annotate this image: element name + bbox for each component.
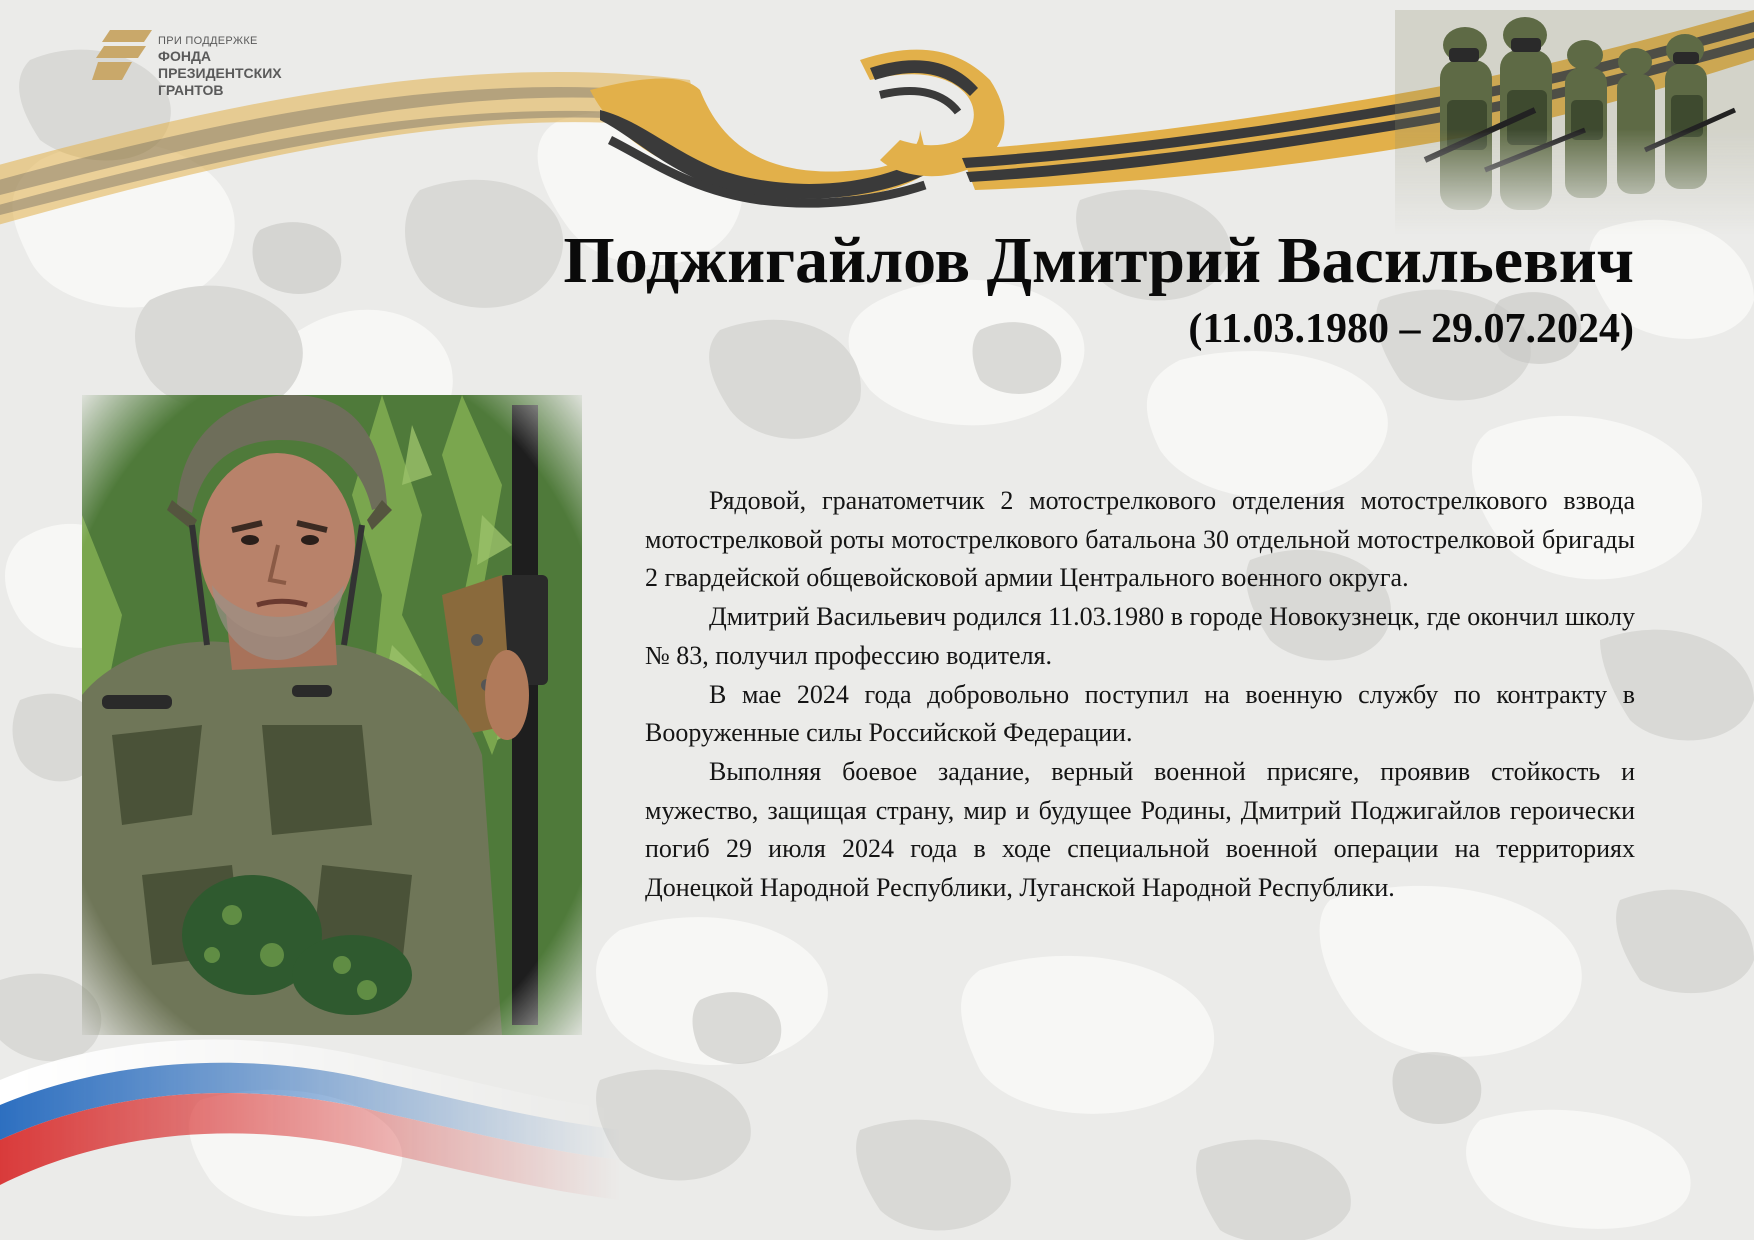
logo-text (158, 34, 282, 99)
bio-paragraph-death: Выполняя боевое задание, верный военной присяге, проявив стойкость и мужество, защищая страну, мир и будущее Родины, Дмитрий Поджигайлов героически погиб 29 июля 2024 года в ходе специальной военной операции на территориях Донецкой Народной Республики, Луганской Народной Республики. (645, 756, 1635, 903)
person-name: Поджигайлов Дмитрий Васильевич (563, 224, 1634, 297)
portrait-photo (82, 395, 582, 1035)
bio-paragraph-birth: Дмитрий Васильевич родился 11.03.1980 в городе Новокузнецк, где окончил школу № 83, получил профессию водителя. (645, 602, 1635, 670)
biography-text (645, 482, 1635, 908)
logo-line-support: ПРИ ПОДДЕРЖКЕ (158, 35, 258, 47)
bio-paragraph-rank: Рядовой, гранатометчик 2 мотострелкового отделения мотострелкового взвода мотострелковой роты мотострелкового батальона 30 отдельной мотострелковой бригады 2 гвардейской общевойсковой армии Центрального военного округа. (645, 486, 1635, 593)
presidential-grants-mark-icon (92, 28, 156, 82)
logo-line-fund: ФОНДА (158, 48, 212, 64)
soldier-portrait-image (82, 395, 582, 1035)
soldiers-illustration (1385, 0, 1754, 235)
logo-line-grants: ГРАНТОВ (158, 82, 224, 98)
life-dates: (11.03.1980 – 29.07.2024) (1188, 306, 1634, 352)
presidential-grants-logo (92, 28, 332, 108)
bio-paragraph-service: В мае 2024 года добровольно поступил на военную службу по контракту в Вооруженные силы Российской Федерации. (645, 679, 1635, 748)
logo-line-presidential: ПРЕЗИДЕНТСКИХ (158, 65, 282, 81)
